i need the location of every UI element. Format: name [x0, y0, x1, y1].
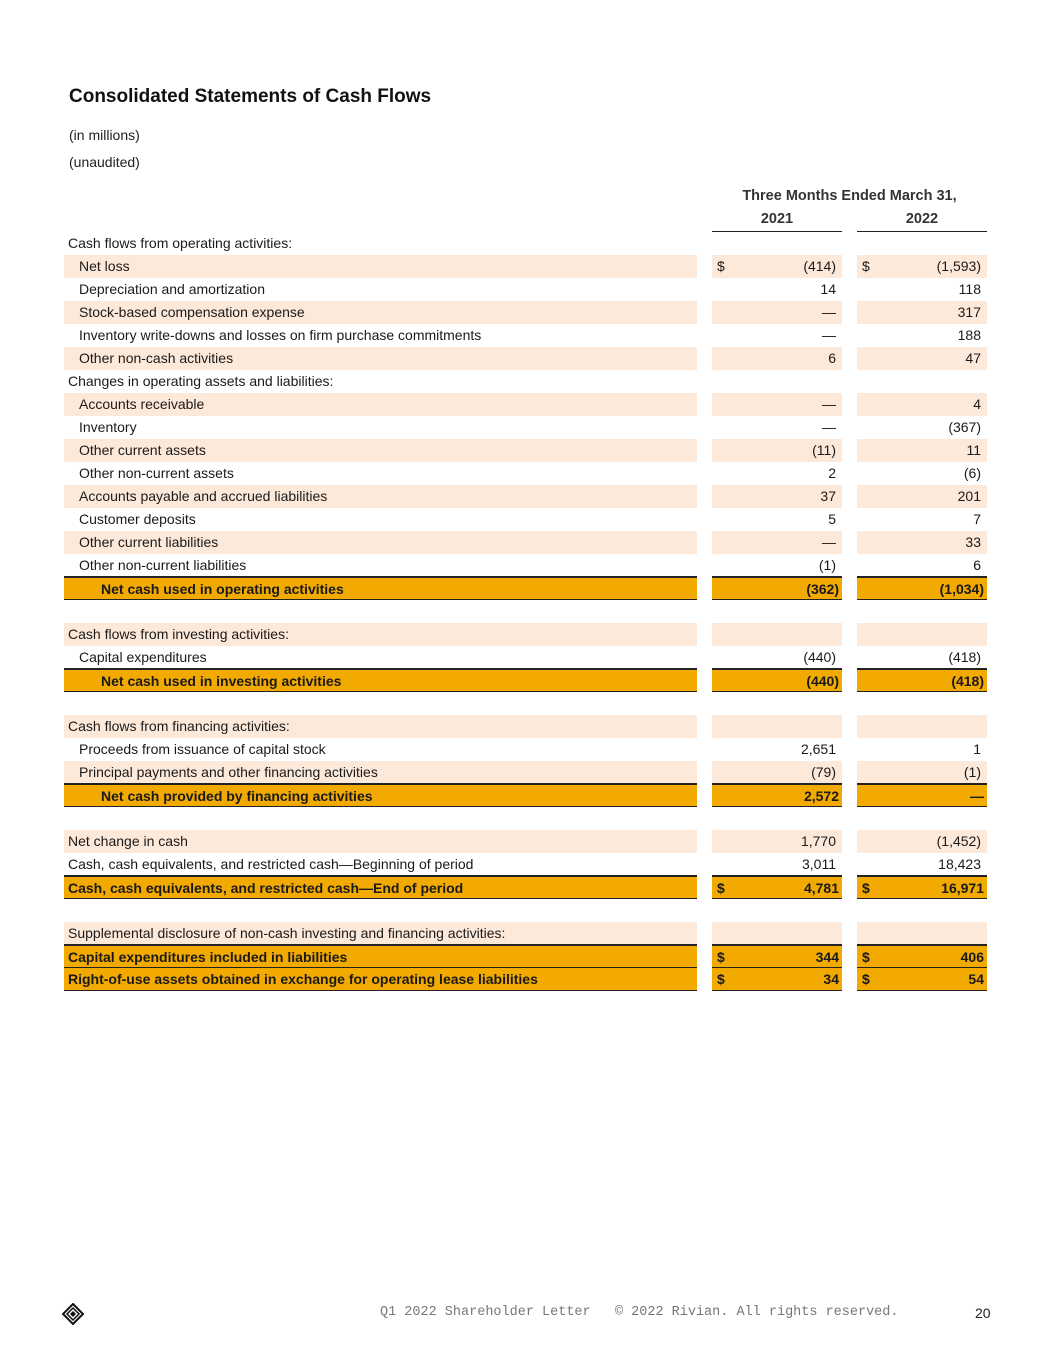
row-label: Other non-cash activities [64, 347, 697, 370]
table-row [0, 232, 1055, 255]
cell-value: 4,781 [803, 880, 839, 896]
currency-symbol: $ [717, 949, 725, 965]
row-label: Cash flows from investing activities: [64, 623, 697, 646]
cell-value: 14 [820, 281, 836, 297]
row-label: Other current liabilities [64, 531, 697, 554]
value-cell-2022 [857, 922, 987, 945]
cell-value: (440) [803, 649, 836, 665]
value-cell-2022 [857, 439, 987, 462]
row-label: Customer deposits [79, 511, 196, 527]
row-label: Capital expenditures included in liabilities [64, 945, 697, 968]
row-label: Cash flows from operating activities: [68, 235, 293, 251]
value-cell-2021 [712, 462, 842, 485]
row-label: Cash flows from financing activities: [64, 715, 697, 738]
cell-value: 2,572 [803, 788, 839, 804]
row-label: Proceeds from issuance of capital stock [79, 741, 326, 757]
value-cell-2021 [712, 715, 842, 738]
value-cell-2021 [712, 577, 842, 600]
cell-value: — [822, 534, 836, 550]
table-row [0, 761, 1055, 784]
total-row [0, 968, 1055, 991]
value-cell-2022 [857, 416, 987, 439]
table-row [0, 439, 1055, 462]
value-cell-2022 [857, 508, 987, 531]
row-label: Net cash used in investing activities [64, 669, 697, 692]
cell-value: (11) [812, 442, 836, 458]
cell-value: 317 [957, 304, 981, 320]
total-row [0, 577, 1055, 600]
value-cell-2022 [857, 531, 987, 554]
table-row [0, 922, 1055, 945]
table-row [0, 370, 1055, 393]
cell-value: — [822, 304, 836, 320]
cell-value: — [822, 396, 836, 412]
value-cell-2022 [857, 301, 987, 324]
cell-value: 201 [957, 488, 981, 504]
page-title: Consolidated Statements of Cash Flows [69, 86, 432, 107]
row-label: Stock-based compensation expense [64, 301, 697, 324]
currency-symbol: $ [862, 949, 870, 965]
cell-value: 6 [973, 557, 981, 573]
value-cell-2021 [712, 853, 842, 876]
cell-value: (79) [811, 764, 836, 780]
total-row [0, 669, 1055, 692]
table-row [0, 347, 1055, 370]
value-cell-2022 [857, 738, 987, 761]
row-label: Inventory [79, 419, 137, 435]
currency-symbol: $ [862, 971, 870, 987]
row-label: Supplemental disclosure of non-cash investing and financing activities: [64, 922, 697, 945]
table-row [0, 830, 1055, 853]
table-row [0, 255, 1055, 278]
value-cell-2021 [712, 623, 842, 646]
cell-value: (1) [818, 557, 836, 573]
value-cell-2022 [857, 347, 987, 370]
cell-value: (440) [806, 673, 839, 689]
value-cell-2021 [712, 347, 842, 370]
cell-value: (367) [948, 419, 981, 435]
total-row [0, 784, 1055, 807]
value-cell-2021 [712, 232, 842, 255]
cell-value: 1,770 [800, 833, 836, 849]
value-cell-2022 [857, 577, 987, 600]
cell-value: (1,593) [936, 258, 981, 274]
row-label: Capital expenditures [64, 646, 697, 669]
year-2022-header: 2022 [857, 211, 987, 232]
cell-value: 37 [820, 488, 836, 504]
row-label: Accounts payable and accrued liabilities [64, 485, 697, 508]
value-cell-2022 [857, 715, 987, 738]
value-cell-2021 [712, 968, 842, 991]
currency-symbol: $ [717, 258, 725, 274]
cell-value: (362) [806, 581, 839, 597]
table-row [0, 324, 1055, 347]
row-label: Changes in operating assets and liabilities: [68, 373, 334, 389]
value-cell-2021 [712, 439, 842, 462]
value-cell-2021 [712, 255, 842, 278]
cell-value: (418) [948, 649, 981, 665]
cell-value: 2,651 [800, 741, 836, 757]
table-row [0, 485, 1055, 508]
cell-value: — [822, 327, 836, 343]
row-label: Net change in cash [64, 830, 697, 853]
cell-value: (418) [951, 673, 984, 689]
currency-symbol: $ [862, 258, 870, 274]
value-cell-2022 [857, 876, 987, 899]
row-label: Net cash provided by financing activities [64, 784, 697, 807]
value-cell-2022 [857, 370, 987, 393]
cell-value: 188 [957, 327, 981, 343]
cell-value: 47 [965, 350, 981, 366]
cell-value: 6 [828, 350, 836, 366]
value-cell-2021 [712, 945, 842, 968]
value-cell-2022 [857, 393, 987, 416]
cell-value: 2 [828, 465, 836, 481]
value-cell-2021 [712, 278, 842, 301]
value-cell-2021 [712, 485, 842, 508]
value-cell-2022 [857, 784, 987, 807]
rivian-logo-icon [62, 1303, 84, 1325]
page-number: 20 [975, 1305, 991, 1321]
value-cell-2022 [857, 255, 987, 278]
table-row [0, 853, 1055, 876]
cell-value: 1 [973, 741, 981, 757]
cell-value: 11 [966, 442, 981, 458]
table-row [0, 738, 1055, 761]
value-cell-2021 [712, 738, 842, 761]
value-cell-2022 [857, 554, 987, 577]
row-label: Depreciation and amortization [79, 281, 265, 297]
table-row [0, 416, 1055, 439]
row-label: Accounts receivable [64, 393, 697, 416]
value-cell-2021 [712, 830, 842, 853]
value-cell-2021 [712, 393, 842, 416]
period-header: Three Months Ended March 31, [742, 188, 957, 204]
cell-value: (1,034) [939, 581, 984, 597]
value-cell-2022 [857, 669, 987, 692]
cell-value: 3,011 [802, 856, 836, 872]
row-label: Net loss [64, 255, 697, 278]
value-cell-2021 [712, 554, 842, 577]
value-cell-2021 [712, 784, 842, 807]
cell-value: — [822, 419, 836, 435]
value-cell-2022 [857, 462, 987, 485]
value-cell-2022 [857, 278, 987, 301]
table-row [0, 462, 1055, 485]
value-cell-2021 [712, 646, 842, 669]
row-label: Other non-current assets [79, 465, 234, 481]
units-note: (in millions) [69, 127, 140, 143]
cell-value: 18,423 [938, 856, 981, 872]
value-cell-2022 [857, 853, 987, 876]
value-cell-2021 [712, 876, 842, 899]
value-cell-2022 [857, 485, 987, 508]
row-label: Other non-current liabilities [64, 554, 697, 577]
row-label: Cash, cash equivalents, and restricted cash—Beginning of period [64, 853, 697, 876]
cell-value: 5 [828, 511, 836, 527]
table-row [0, 278, 1055, 301]
table-row [0, 646, 1055, 669]
cell-value: 7 [973, 511, 981, 527]
row-label: Inventory write-downs and losses on firm purchase commitments [79, 327, 482, 343]
currency-symbol: $ [862, 880, 870, 896]
table-row [0, 508, 1055, 531]
row-label: Cash, cash equivalents, and restricted cash—End of period [64, 876, 697, 899]
value-cell-2021 [712, 922, 842, 945]
value-cell-2022 [857, 968, 987, 991]
value-cell-2022 [857, 324, 987, 347]
table-row [0, 715, 1055, 738]
row-label: Principal payments and other financing activities [64, 761, 697, 784]
total-row [0, 945, 1055, 968]
cell-value: 16,971 [941, 880, 984, 896]
currency-symbol: $ [717, 971, 725, 987]
value-cell-2021 [712, 370, 842, 393]
value-cell-2021 [712, 301, 842, 324]
value-cell-2022 [857, 945, 987, 968]
total-row [0, 876, 1055, 899]
cell-value: 406 [960, 949, 984, 965]
value-cell-2022 [857, 232, 987, 255]
cell-value: (414) [803, 258, 836, 274]
footer-text: Q1 2022 Shareholder Letter © 2022 Rivian. All rights reserved. [380, 1305, 899, 1320]
value-cell-2022 [857, 830, 987, 853]
value-cell-2021 [712, 761, 842, 784]
cell-value: 4 [973, 396, 981, 412]
value-cell-2022 [857, 761, 987, 784]
currency-symbol: $ [717, 880, 725, 896]
audit-note: (unaudited) [69, 154, 140, 170]
cell-value: 33 [965, 534, 981, 550]
row-label: Net cash used in operating activities [64, 577, 697, 600]
table-row [0, 531, 1055, 554]
cell-value: 344 [815, 949, 839, 965]
cell-value: (6) [963, 465, 981, 481]
value-cell-2021 [712, 531, 842, 554]
cell-value: (1,452) [936, 833, 981, 849]
year-2021-header: 2021 [712, 211, 842, 232]
value-cell-2022 [857, 646, 987, 669]
value-cell-2022 [857, 623, 987, 646]
value-cell-2021 [712, 508, 842, 531]
cell-value: (1) [963, 764, 981, 780]
table-row [0, 554, 1055, 577]
value-cell-2021 [712, 324, 842, 347]
table-row [0, 393, 1055, 416]
value-cell-2021 [712, 669, 842, 692]
row-label: Other current assets [64, 439, 697, 462]
row-label: Right-of-use assets obtained in exchange for operating lease liabilities [64, 968, 697, 991]
table-row [0, 301, 1055, 324]
cell-value: — [970, 788, 984, 804]
cell-value: 34 [823, 971, 839, 987]
cell-value: 118 [958, 281, 981, 297]
value-cell-2021 [712, 416, 842, 439]
cell-value: 54 [968, 971, 984, 987]
table-row [0, 623, 1055, 646]
